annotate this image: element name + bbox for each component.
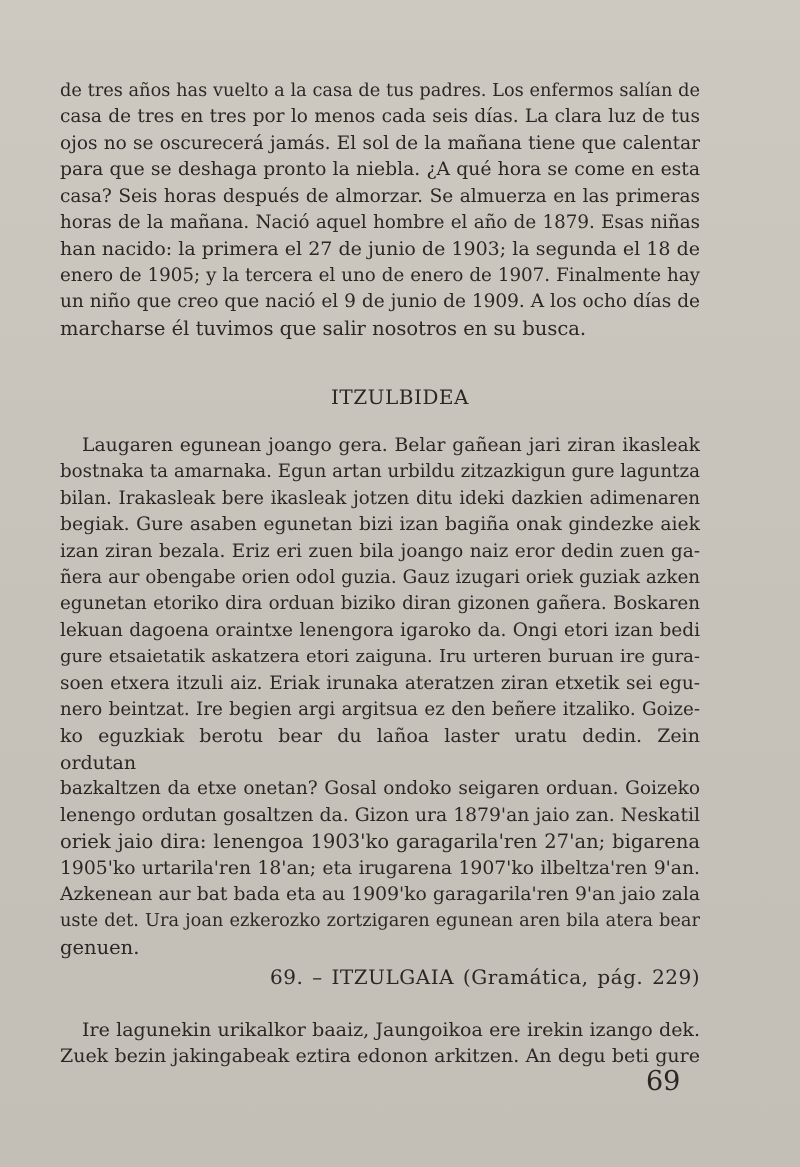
text-line: enero de 1905; y la tercera el uno de enero de 1907. Finalmente hay	[60, 264, 700, 286]
text-line: marcharse él tuvimos que salir nosotros en su busca.	[60, 316, 587, 340]
text-line: para que se deshaga pronto la niebla. ¿A qué hora se come en esta	[60, 159, 700, 181]
text-line: egunetan etoriko dira orduan biziko diran gizonen gañera. Boskaren	[60, 593, 700, 615]
page-number: 69	[646, 1066, 681, 1097]
text-line: ko eguzkiak berotu bear du lañoa laster uratu dedin. Zein ordutan	[60, 725, 700, 774]
text-line: bilan. Irakasleak bere ikasleak jotzen ditu ideki dazkien adimenaren	[60, 487, 700, 509]
text-line: Azkenean aur bat bada eta au 1909'ko garagarila'ren 9'an jaio zala	[60, 883, 700, 905]
text-line: casa? Seis horas después de almorzar. Se almuerza en las primeras	[60, 185, 700, 207]
text-line: lenengo ordutan gosaltzen da. Gizon ura 1879'an jaio zan. Neskatil	[60, 804, 700, 826]
basque-paragraph	[60, 433, 700, 961]
text-line: de tres años has vuelto a la casa de tus padres. Los enfermos salían de	[60, 81, 700, 101]
text-line: gure etsaietatik askatzera etori zaiguna. Iru urteren buruan ire gura-	[60, 646, 700, 668]
spanish-paragraph	[60, 78, 700, 342]
text-line: horas de la mañana. Nació aquel hombre el año de 1879. Esas niñas	[60, 212, 700, 234]
text-line: Zuek bezin jakingabeak eztira edonon arkitzen. An degu beti gure	[60, 1045, 700, 1068]
text-line: oriek jaio dira: lenengoa 1903'ko garagarila'ren 27'an; bigarena	[60, 830, 700, 854]
text-line: bostnaka ta amarnaka. Egun artan urbildu zitzazkigun gure laguntza	[60, 461, 700, 483]
text-line: ojos no se oscurecerá jamás. El sol de la mañana tiene que calentar	[60, 132, 700, 154]
text-line: 1905'ko urtarila'ren 18'an; eta irugarena 1907'ko ilbeltza'ren 9'an.	[60, 857, 700, 879]
text-line: casa de tres en tres por lo menos cada seis días. La clara luz de tus	[60, 106, 700, 128]
text-line: Ire lagunekin urikalkor baaiz, Jaungoikoa ere irekin izango dek.	[82, 1019, 700, 1041]
text-line: genuen.	[60, 935, 140, 959]
section-heading-itzulgaia: 69. – ITZULGAIA (Gramática, pág. 229)	[270, 965, 701, 989]
text-line: un niño que creo que nació el 9 de junio de 1909. A los ocho días de	[60, 291, 700, 313]
text-line: begiak. Gure asaben egunetan bizi izan bagiña onak gindezke aiek	[60, 514, 700, 536]
text-line: ñera aur obengabe orien odol guzia. Gauz izugari oriek guziak azken	[60, 567, 700, 589]
text-line: nero beintzat. Ire begien argi argitsua ez den beñere itzaliko. Goize-	[60, 699, 700, 721]
exercise-paragraph	[60, 1017, 700, 1070]
text-line: lekuan dagoena oraintxe lenengora igaroko da. Ongi etori izan bedi	[60, 619, 700, 641]
section-heading-itzulbidea: ITZULBIDEA	[331, 385, 469, 409]
text-line: izan ziran bezala. Eriz eri zuen bila joango naiz eror dedin zuen ga-	[60, 540, 700, 562]
text-line: uste det. Ura joan ezkerozko zortzigaren egunean aren bila atera bear	[60, 911, 700, 932]
text-line: Laugaren egunean joango gera. Belar gañean jari ziran ikasleak	[82, 435, 700, 456]
text-line: bazkaltzen da etxe onetan? Gosal ondoko seigaren orduan. Goizeko	[60, 778, 700, 800]
text-line: soen etxera itzuli aiz. Eriak irunaka ateratzen ziran etxetik sei egu-	[60, 672, 700, 694]
text-line: han nacido: la primera el 27 de junio de 1903; la segunda el 18 de	[60, 238, 700, 261]
